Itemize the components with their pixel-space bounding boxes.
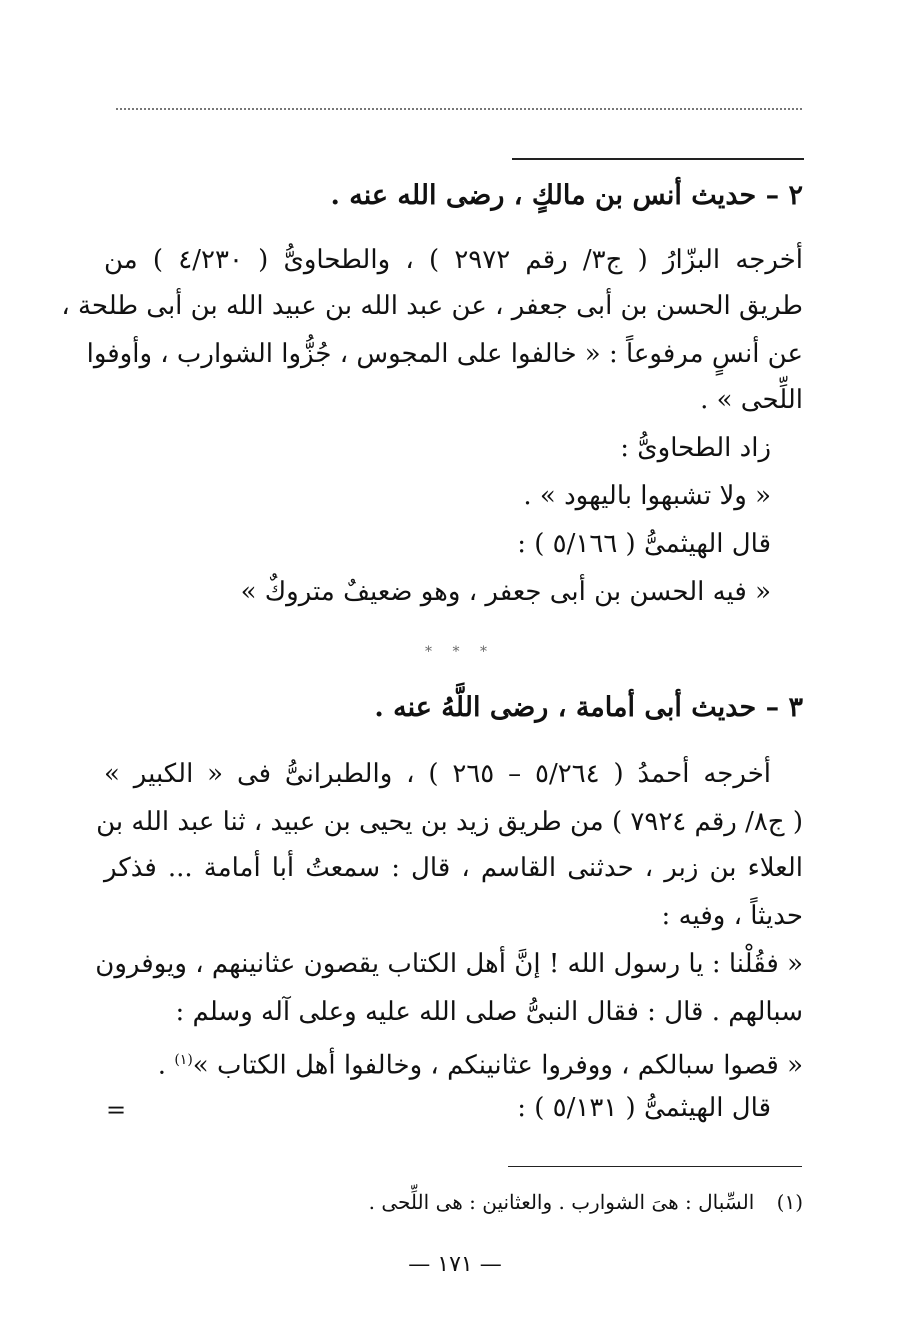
section-2-line: قال الهيثمىُّ ( ٥/١٦٦ ) : (517, 529, 771, 559)
section-3-heading: ٣ – حديث أبى أمامة ، رضى اللَّهُ عنه . (374, 692, 803, 723)
continuation-mark: = (106, 1096, 127, 1124)
footnote-rule (508, 1166, 802, 1167)
page-number: — ١٧١ — (408, 1252, 502, 1277)
footnote-number: (١) (776, 1190, 803, 1214)
section-3-line: أخرجه أحمدُ ( ٥/٢٦٤ – ٢٦٥ ) ، والطبرانىُّ فى « الكبير » (104, 759, 771, 789)
section-2-line: أخرجه البزّارُ ( ج٣/ رقم ٢٩٧٢ ) ، والطحاوىُّ ( ٤/٢٣٠ ) من (104, 245, 803, 275)
section-2-line: طريق الحسن بن أبى جعفر ، عن عبد الله بن عبيد الله بن أبى طلحة ، (61, 291, 803, 321)
footnote (369, 1186, 803, 1218)
section-3-line: قال الهيثمىُّ ( ٥/١٣١ ) : (517, 1093, 771, 1123)
footnote-marker: (١) (174, 1052, 193, 1068)
section-2-line: عن أنسٍ مرفوعاً : « خالفوا على المجوس ، جُزُّوا الشوارب ، وأوفوا (86, 339, 803, 369)
section-2-quote: « ولا تشبهوا باليهود » . (523, 481, 771, 511)
section-3-line: ( ج٨/ رقم ٧٩٢٤ ) من طريق زيد بن يحيى بن عبيد ، ثنا عبد الله بن (96, 807, 803, 837)
section-rule (512, 158, 804, 160)
footnote-text: السِّبال : هىَ الشوارب . والعثانين : هى اللِّحى . (368, 1190, 755, 1214)
section-3-line: حديثاً ، وفيه : (661, 901, 803, 931)
section-2-heading: ٢ – حديث أنس بن مالكٍ ، رضى الله عنه . (330, 180, 803, 211)
section-3-quote-text: « قصوا سبالكم ، ووفروا عثانينكم ، وخالفوا أهل الكتاب » (192, 1050, 803, 1081)
section-3-line: سبالهم . قال : فقال النبىُّ صلى الله عليه وعلى آله وسلم : (175, 997, 803, 1027)
section-3-quote: « قصوا سبالكم ، ووفروا عثانينكم ، وخالفوا أهل الكتاب »$^{(١)}$ . (157, 1050, 803, 1081)
section-2-quote: « فيه الحسن بن أبى جعفر ، وهو ضعيفٌ متروكٌ » (240, 577, 771, 607)
section-3-line: العلاء بن زبر ، حدثنى القاسم ، قال : سمعتُ أبا أمامة ... فذكر (104, 853, 803, 883)
header-dotted-rule (116, 108, 802, 110)
section-separator: * * * (425, 644, 495, 660)
section-2-line: اللِّحى » . (700, 385, 803, 415)
section-3-quote: « فقُلْنا : يا رسول الله ! إنَّ أهل الكتاب يقصون عثانينهم ، ويوفرون (95, 949, 803, 979)
section-2-line: زاد الطحاوىُّ : (620, 433, 771, 463)
